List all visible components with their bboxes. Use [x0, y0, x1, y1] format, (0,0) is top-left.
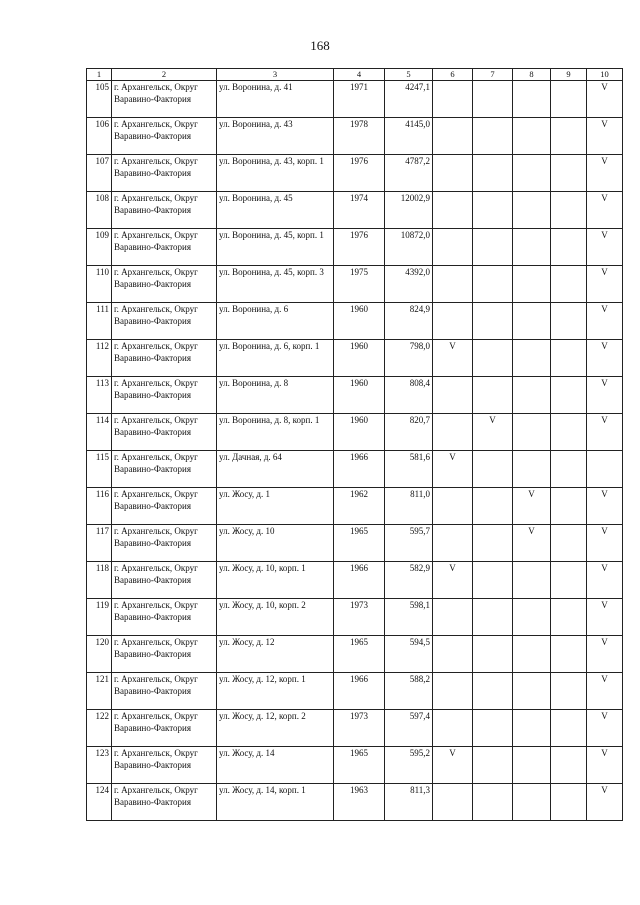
year-built-cell: 1960	[334, 303, 385, 340]
year-built-cell: 1965	[334, 636, 385, 673]
row-number: 119	[87, 599, 112, 636]
mark-col-8	[513, 784, 551, 821]
mark-col-10: V	[587, 710, 623, 747]
locality-cell: г. Архангельск, Округ Варавино-Фактория	[112, 377, 217, 414]
mark-col-10: V	[587, 414, 623, 451]
row-number: 113	[87, 377, 112, 414]
mark-col-9	[551, 303, 587, 340]
mark-col-7	[473, 673, 513, 710]
locality-cell: г. Архангельск, Округ Варавино-Фактория	[112, 303, 217, 340]
mark-col-7	[473, 636, 513, 673]
mark-col-7	[473, 303, 513, 340]
year-built-cell: 1973	[334, 599, 385, 636]
address-cell: ул. Жосу, д. 12, корп. 2	[217, 710, 334, 747]
mark-col-6	[433, 599, 473, 636]
mark-col-6: V	[433, 451, 473, 488]
table-row	[87, 451, 623, 488]
mark-col-8	[513, 340, 551, 377]
mark-col-9	[551, 451, 587, 488]
year-built-cell: 1965	[334, 747, 385, 784]
table-row	[87, 192, 623, 229]
locality-cell: г. Архангельск, Округ Варавино-Фактория	[112, 784, 217, 821]
year-built-cell: 1962	[334, 488, 385, 525]
area-cell: 4787,2	[385, 155, 433, 192]
mark-col-8	[513, 377, 551, 414]
mark-col-8	[513, 599, 551, 636]
mark-col-9	[551, 562, 587, 599]
mark-col-8	[513, 673, 551, 710]
mark-col-9	[551, 525, 587, 562]
mark-col-9	[551, 377, 587, 414]
row-number: 124	[87, 784, 112, 821]
mark-col-8	[513, 118, 551, 155]
mark-col-7	[473, 747, 513, 784]
table-row	[87, 562, 623, 599]
mark-col-7	[473, 710, 513, 747]
mark-col-6	[433, 192, 473, 229]
mark-col-6	[433, 636, 473, 673]
address-cell: ул. Жосу, д. 12, корп. 1	[217, 673, 334, 710]
table-row	[87, 377, 623, 414]
mark-col-8	[513, 81, 551, 118]
area-cell: 598,1	[385, 599, 433, 636]
page-number: 168	[310, 38, 330, 53]
address-cell: ул. Воронина, д. 43, корп. 1	[217, 155, 334, 192]
area-cell: 811,3	[385, 784, 433, 821]
address-cell: ул. Воронина, д. 6, корп. 1	[217, 340, 334, 377]
area-cell: 811,0	[385, 488, 433, 525]
mark-col-7	[473, 525, 513, 562]
column-number: 10	[587, 69, 623, 81]
mark-col-8	[513, 710, 551, 747]
year-built-cell: 1966	[334, 451, 385, 488]
mark-col-7	[473, 599, 513, 636]
table-row	[87, 340, 623, 377]
row-number: 112	[87, 340, 112, 377]
mark-col-8	[513, 303, 551, 340]
table-row	[87, 118, 623, 155]
locality-cell: г. Архангельск, Округ Варавино-Фактория	[112, 673, 217, 710]
table-row	[87, 636, 623, 673]
mark-col-7	[473, 488, 513, 525]
mark-col-7	[473, 451, 513, 488]
mark-col-6	[433, 81, 473, 118]
locality-cell: г. Архангельск, Округ Варавино-Фактория	[112, 229, 217, 266]
mark-col-9	[551, 118, 587, 155]
mark-col-10: V	[587, 747, 623, 784]
year-built-cell: 1965	[334, 525, 385, 562]
address-cell: ул. Жосу, д. 12	[217, 636, 334, 673]
mark-col-10: V	[587, 488, 623, 525]
year-built-cell: 1960	[334, 377, 385, 414]
address-cell: ул. Жосу, д. 10	[217, 525, 334, 562]
column-number: 3	[217, 69, 334, 81]
area-cell: 4247,1	[385, 81, 433, 118]
mark-col-10: V	[587, 303, 623, 340]
mark-col-8	[513, 266, 551, 303]
area-cell: 10872,0	[385, 229, 433, 266]
address-cell: ул. Воронина, д. 6	[217, 303, 334, 340]
mark-col-6	[433, 377, 473, 414]
mark-col-7	[473, 81, 513, 118]
table-row	[87, 784, 623, 821]
address-cell: ул. Жосу, д. 10, корп. 1	[217, 562, 334, 599]
year-built-cell: 1976	[334, 229, 385, 266]
mark-col-7	[473, 784, 513, 821]
year-built-cell: 1973	[334, 710, 385, 747]
mark-col-7	[473, 266, 513, 303]
mark-col-9	[551, 266, 587, 303]
locality-cell: г. Архангельск, Округ Варавино-Фактория	[112, 525, 217, 562]
mark-col-6	[433, 303, 473, 340]
mark-col-6	[433, 673, 473, 710]
mark-col-7	[473, 377, 513, 414]
mark-col-10: V	[587, 155, 623, 192]
address-cell: ул. Воронина, д. 45, корп. 3	[217, 266, 334, 303]
address-cell: ул. Дачная, д. 64	[217, 451, 334, 488]
row-number: 115	[87, 451, 112, 488]
locality-cell: г. Архангельск, Округ Варавино-Фактория	[112, 599, 217, 636]
year-built-cell: 1971	[334, 81, 385, 118]
mark-col-6	[433, 414, 473, 451]
housing-registry-table	[86, 68, 623, 821]
mark-col-9	[551, 673, 587, 710]
mark-col-10: V	[587, 636, 623, 673]
address-cell: ул. Воронина, д. 45, корп. 1	[217, 229, 334, 266]
area-cell: 594,5	[385, 636, 433, 673]
address-cell: ул. Жосу, д. 1	[217, 488, 334, 525]
area-cell: 4392,0	[385, 266, 433, 303]
locality-cell: г. Архангельск, Округ Варавино-Фактория	[112, 118, 217, 155]
mark-col-6	[433, 118, 473, 155]
area-cell: 824,9	[385, 303, 433, 340]
mark-col-10: V	[587, 81, 623, 118]
mark-col-8	[513, 229, 551, 266]
year-built-cell: 1963	[334, 784, 385, 821]
column-number: 4	[334, 69, 385, 81]
mark-col-7: V	[473, 414, 513, 451]
column-number: 7	[473, 69, 513, 81]
mark-col-10: V	[587, 266, 623, 303]
locality-cell: г. Архангельск, Округ Варавино-Фактория	[112, 414, 217, 451]
mark-col-9	[551, 710, 587, 747]
table-row	[87, 266, 623, 303]
column-number-row	[87, 69, 623, 81]
area-cell: 4145,0	[385, 118, 433, 155]
mark-col-6	[433, 710, 473, 747]
mark-col-9	[551, 414, 587, 451]
row-number: 107	[87, 155, 112, 192]
mark-col-8	[513, 451, 551, 488]
mark-col-9	[551, 599, 587, 636]
row-number: 123	[87, 747, 112, 784]
mark-col-6	[433, 155, 473, 192]
table-row	[87, 525, 623, 562]
row-number: 105	[87, 81, 112, 118]
row-number: 106	[87, 118, 112, 155]
mark-col-7	[473, 192, 513, 229]
locality-cell: г. Архангельск, Округ Варавино-Фактория	[112, 340, 217, 377]
mark-col-10: V	[587, 599, 623, 636]
address-cell: ул. Воронина, д. 8	[217, 377, 334, 414]
area-cell: 588,2	[385, 673, 433, 710]
mark-col-8: V	[513, 488, 551, 525]
column-number: 1	[87, 69, 112, 81]
mark-col-8	[513, 155, 551, 192]
table-row	[87, 81, 623, 118]
mark-col-7	[473, 118, 513, 155]
address-cell: ул. Жосу, д. 14	[217, 747, 334, 784]
area-cell: 595,7	[385, 525, 433, 562]
row-number: 110	[87, 266, 112, 303]
mark-col-9	[551, 784, 587, 821]
mark-col-6: V	[433, 562, 473, 599]
year-built-cell: 1966	[334, 562, 385, 599]
mark-col-8	[513, 636, 551, 673]
row-number: 109	[87, 229, 112, 266]
mark-col-9	[551, 155, 587, 192]
mark-col-10: V	[587, 118, 623, 155]
year-built-cell: 1975	[334, 266, 385, 303]
row-number: 122	[87, 710, 112, 747]
year-built-cell: 1960	[334, 414, 385, 451]
table-row	[87, 599, 623, 636]
locality-cell: г. Архангельск, Округ Варавино-Фактория	[112, 266, 217, 303]
year-built-cell: 1966	[334, 673, 385, 710]
locality-cell: г. Архангельск, Округ Варавино-Фактория	[112, 636, 217, 673]
column-number: 9	[551, 69, 587, 81]
mark-col-10: V	[587, 562, 623, 599]
table-row	[87, 488, 623, 525]
mark-col-6	[433, 488, 473, 525]
mark-col-10: V	[587, 525, 623, 562]
mark-col-6: V	[433, 340, 473, 377]
mark-col-10: V	[587, 192, 623, 229]
row-number: 108	[87, 192, 112, 229]
column-number: 2	[112, 69, 217, 81]
mark-col-10: V	[587, 673, 623, 710]
column-number: 5	[385, 69, 433, 81]
address-cell: ул. Жосу, д. 10, корп. 2	[217, 599, 334, 636]
table-row	[87, 747, 623, 784]
locality-cell: г. Архангельск, Округ Варавино-Фактория	[112, 192, 217, 229]
row-number: 121	[87, 673, 112, 710]
mark-col-6	[433, 266, 473, 303]
address-cell: ул. Воронина, д. 41	[217, 81, 334, 118]
row-number: 114	[87, 414, 112, 451]
row-number: 118	[87, 562, 112, 599]
mark-col-9	[551, 192, 587, 229]
mark-col-8	[513, 747, 551, 784]
mark-col-8: V	[513, 525, 551, 562]
mark-col-10: V	[587, 229, 623, 266]
mark-col-8	[513, 192, 551, 229]
area-cell: 582,9	[385, 562, 433, 599]
column-number: 8	[513, 69, 551, 81]
mark-col-9	[551, 488, 587, 525]
mark-col-7	[473, 229, 513, 266]
table-row	[87, 155, 623, 192]
row-number: 116	[87, 488, 112, 525]
mark-col-6	[433, 525, 473, 562]
area-cell: 597,4	[385, 710, 433, 747]
locality-cell: г. Архангельск, Округ Варавино-Фактория	[112, 81, 217, 118]
locality-cell: г. Архангельск, Округ Варавино-Фактория	[112, 488, 217, 525]
area-cell: 12002,9	[385, 192, 433, 229]
mark-col-9	[551, 81, 587, 118]
locality-cell: г. Архангельск, Округ Варавино-Фактория	[112, 155, 217, 192]
area-cell: 798,0	[385, 340, 433, 377]
table-row	[87, 414, 623, 451]
locality-cell: г. Архангельск, Округ Варавино-Фактория	[112, 747, 217, 784]
mark-col-7	[473, 562, 513, 599]
area-cell: 808,4	[385, 377, 433, 414]
address-cell: ул. Воронина, д. 8, корп. 1	[217, 414, 334, 451]
table-row	[87, 303, 623, 340]
table-row	[87, 229, 623, 266]
year-built-cell: 1960	[334, 340, 385, 377]
area-cell: 595,2	[385, 747, 433, 784]
table-row	[87, 673, 623, 710]
row-number: 117	[87, 525, 112, 562]
year-built-cell: 1978	[334, 118, 385, 155]
mark-col-8	[513, 414, 551, 451]
mark-col-9	[551, 229, 587, 266]
row-number: 120	[87, 636, 112, 673]
mark-col-10	[587, 451, 623, 488]
area-cell: 820,7	[385, 414, 433, 451]
mark-col-7	[473, 340, 513, 377]
address-cell: ул. Воронина, д. 45	[217, 192, 334, 229]
column-number: 6	[433, 69, 473, 81]
row-number: 111	[87, 303, 112, 340]
mark-col-9	[551, 747, 587, 784]
mark-col-9	[551, 636, 587, 673]
area-cell: 581,6	[385, 451, 433, 488]
address-cell: ул. Жосу, д. 14, корп. 1	[217, 784, 334, 821]
year-built-cell: 1974	[334, 192, 385, 229]
locality-cell: г. Архангельск, Округ Варавино-Фактория	[112, 562, 217, 599]
table-row	[87, 710, 623, 747]
address-cell: ул. Воронина, д. 43	[217, 118, 334, 155]
mark-col-10: V	[587, 377, 623, 414]
mark-col-9	[551, 340, 587, 377]
year-built-cell: 1976	[334, 155, 385, 192]
mark-col-7	[473, 155, 513, 192]
mark-col-6	[433, 784, 473, 821]
mark-col-10: V	[587, 784, 623, 821]
mark-col-6	[433, 229, 473, 266]
mark-col-6: V	[433, 747, 473, 784]
locality-cell: г. Архангельск, Округ Варавино-Фактория	[112, 710, 217, 747]
mark-col-10: V	[587, 340, 623, 377]
locality-cell: г. Архангельск, Округ Варавино-Фактория	[112, 451, 217, 488]
mark-col-8	[513, 562, 551, 599]
